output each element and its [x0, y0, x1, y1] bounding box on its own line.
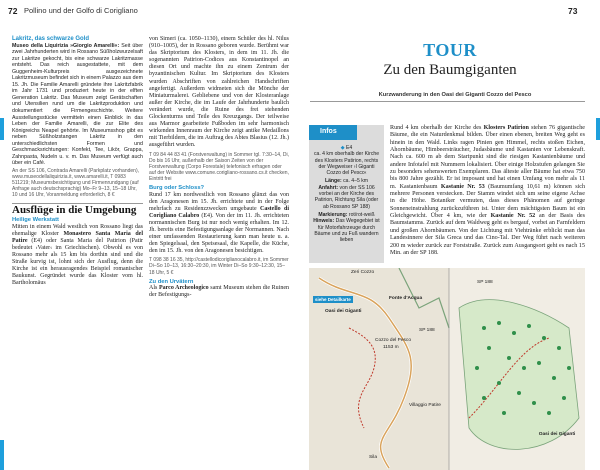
column-1 — [12, 36, 143, 287]
lakritz-heading: Lakritz, das schwarze Gold — [12, 36, 90, 42]
patire-body: von Simeri (ca. 1050–1130), einem Schüler des hl. Nilus (910–1005), der in Rossano geboren wurde. Berühmt war das Skriptorium des Klosters, in dem im 11. Jh. die sogenannten Patirion-Codices aus Konstantinopel an diesen Ort und machte ihn zu einem Zentrum der byzantinischen Kultur. Im Skriptorium des Klosters wurden Abschriften von zahlreichen Handschriften angefertigt. Außerdem widmeten sich die Mönche der Miniaturmalerei. Gebliebene und von der Klosteranlage außer der Kirche, die im Laufe der Jahrhunderte baulich verändert wurde, die Ruine des frei stehenden Glockenturms und Teile des Kreuzgangs. Der teilweise aus Marmor gearbeitete Fußboden im sehr harmonisch wirkenden Innenraum der Kirche zeigt antike Medaillons mit Tierbildern, die im Auftrag des Abtes Blasius (12. Jh.) ausgeführt wurden. — [149, 36, 289, 149]
tour-body: Rund 4 km oberhalb der Kirche des Klosters Patirion stehen 76 gigantische Bäume, die ein Naturdenkmal bilden. Über einen ebenen, breiten Weg geht es hinein in den Wald. Links ragen Pinien gen Himmel, rechts stoßen Eichen, Ahornbäume, Himbeersträucher, Judasbäume und Kastanien vor Lebenskraft. Nach ca. 600 m ab dem Startpunkt sind die riesigen Kastanienbäume und andere Infotafel mit Nummern lokalisiert. Über einige Holzstufen gelangen Sie zu besonders sehenswerten Exemplaren. Das älteste aller Bäume hat etwa 750 bis 800 Jahre gezählt. Er ist imposant und hat einen Umfang von mehr als 11 m. Kastanienbaum Kastanie Nr. 53 (Baumumfang 10,61 m) können sich mehrere Personen verstecken. Der Stamm windet sich um seine eigene Achse in die Höhe. Botaniker vermuten, dass dieses Phänomen auf geringe Sonneneinstrahlung zurückzuführen ist. Unter dem mächtigsten Baum ist ein Gleichgewicht. Über 4 km, wie der Kastanie Nr. 52 an der Basis des Baumstamms. Zurück auf dem Waldweg geht es bergauf, vorbei an Farnfeldern und großen Ahornbäumen. Von der Lichtung mit Viehtränke erblickt man das Landesinnere der Sila Greca und das Cino-Tal. Der Weg führt nach weiteren 200 m wieder zurück zur Forststraße. Zurück zum Ausgangsort geht es nach 15 Min. an der SP 188. — [390, 125, 586, 256]
lakritz-body: Seit über zwei Jahrhunderten wird in Rossano Süßholzwurzelsaft zur Lakritze gekocht, bis eine schwarze Lakritzmasse entsteht. Das reich ausgestattete, mit dem Guggenheim-Kulturpreis ausgezeichnete Lakritzmuseum befindet sich in einem Palazzo aus dem 15. Jh. Die Familie Amarelli gründete ihre Lakritzfabrik im Jahr 1731 und produziert heute in der elften Generation Lakritz. Das Museum zeigt Gerätschaften und Utensilien rund um die Lakritzproduktion und dokumentiert die Firmengeschichte. Weitere Ausstellungsstücke vermitteln einen Einblick in das Leben der Familie Amarelli, die zur Elite des Königreichs Neapel gehörte. Im Museumsshop gibt es neben Süßholzstangen Lakritz in den unterschiedlichsten Formen und Geschmacksrichtungen: Konfekt, Tee, Likör, Grappa, Zahnpasta, Nudeln u. v. m. Das Museum verfügt auch über ein Café. — [12, 42, 143, 167]
left-running-title: Pollino und der Golfo di Corigliano — [24, 6, 138, 15]
tour-subtitle: Kurzwanderung in den Oasi dei Giganti Cozzo del Pesco — [378, 92, 532, 98]
map-label-road2: SP 188 — [477, 280, 493, 285]
info-tab: Infos — [309, 125, 357, 140]
map-label-sila: Sila — [369, 455, 377, 460]
map-label-zeri: Zeri Cozzo — [351, 270, 375, 275]
map-label-patire: Villaggio Patire — [409, 403, 441, 408]
subheading-urvaeter: Zu den Urvätern — [149, 278, 194, 285]
map-label-oasi-detail: Oasi dei Giganti — [538, 432, 576, 437]
column-2 — [149, 36, 289, 299]
section-title: Ausflüge in die Umgebung — [12, 203, 143, 214]
tour-label: TOUR — [423, 40, 477, 60]
museum-name: Museo della Liquirizia »Giorgio Amarelli«: — [12, 42, 120, 49]
tour-divider — [310, 101, 585, 102]
lakritz-box — [12, 36, 143, 198]
info-text: ◆ E4 ca. 4 km oberhalb der Kirche des Klosters Patirion, rechts der Wegweiser ›I Giganti Cozzo del Pesco‹ Länge: ca. 4–5 km Anfahrt: von der SS 106 vorbei an der Kirche des Patirion, Richtung Sila (oder ab Rossano SP 188) Markierung: rot/rot-weiß Hinweis: Das Wegegebiet ist für Motorfahrzeuge durch Bäume und zu Fuß wandern lieben — [313, 145, 380, 244]
right-page-number: 73 — [568, 6, 578, 16]
page-header — [0, 0, 600, 20]
burg-body: Rund 17 km nordwestlich von Rossano glänzt das von den Aragonesen im 15. Jh. errichtete und in der Folge mehrfach zu Residenzzwecken umgebaute Castello di Corigliano Calabro (E4). Von der im 11. Jh. errichteten normannischen Burg ist nur noch wenig erhalten. Im 12. Jh. bereits eine Befestigungsanlage der Normannen. Nach einer umfassenden Restaurierung kann man heute u. a. den Spiegelsaal, den Speisesaal, die Kapelle, die Küche, den im 15. Jh. von den Aragonesen besichtigen. — [149, 191, 289, 255]
patire-info: T 09 84 44 83 41 (Forstverwaltung) in Sommer tgl. 7:30–14, Di, Do bis 16 Uhr, außerhalb der Saison Zeiten von der Forstverwaltung (Corpo Forestale) telefonisch erfragen oder auf der Website www.comune.corigliano-rossano.cs.it checken, Eintritt frei — [149, 151, 289, 182]
tour-heading — [300, 40, 600, 79]
map-label-cozzo: Cozzo del Pesco — [375, 338, 411, 343]
subheading-werkstatt: Heilige Werkstatt — [12, 216, 59, 223]
map-label-oasi: Oasi dei Giganti — [325, 309, 362, 314]
detail-map-marker: siehe Detailkarte — [315, 297, 351, 302]
map-label-elevation: 1153 m — [383, 345, 399, 350]
tour-title: Zu den Baumgiganten — [383, 62, 517, 78]
urvaeter-body: Als Parco Archeologico samt Museum stehen die Ruinen der Befestigungs- — [149, 285, 289, 299]
subheading-burg: Burg oder Schloss? — [149, 184, 205, 191]
left-bottom-tab — [0, 440, 4, 470]
map-pin-icon: ◆ — [340, 145, 345, 151]
map-label-road1: SP 188 — [419, 328, 435, 333]
right-chapter-tab — [596, 118, 600, 140]
lakritz-address: An der SS 106, Contrada Amarelli (Parkplatz vorhanden), www.museodellaliquirizia.it, www.amarelli.it, T 0983 511219; Museumsbesichtigung und Firmenrundgang (auf Anfrage auch deutschsprachig) Mo–Fr 9–13, 15–18 Uhr, 10 und 16 Uhr, Voranmeldung erforderlich, 8 € — [12, 167, 140, 199]
werkstatt-body: Mitten in einem Wald westlich von Rossano liegt das ehemalige Kloster Monastero Santa Maria del Patire (E4) oder Santa Maria del Patirion (Patir bedeutet ›Vater‹ im Griechischen). Obwohl es von Rossano mehr als 15 km bis dorthin sind und die Straße kurvig ist, lohnt sich der Ausflug, denn die Kirche ist ein herausragendes Beispiel romanischer Baukunst. Gegründet wurde das Kloster vom hl. Bartholomäus — [12, 223, 143, 287]
map-label-fonte: Fonte d'Acqua — [389, 296, 423, 301]
left-page-number: 72 — [8, 6, 18, 16]
tour-map — [309, 268, 585, 470]
info-box — [309, 125, 384, 263]
burg-info: T 098 38 16 35, http://castellodicoriglianocalabro.it, im Sommer Di–So 10–13, 16:30–20:30, im Winter Di–So 9:30–12:30, 15–18 Uhr, 5 € — [149, 257, 289, 276]
left-chapter-tab — [0, 118, 4, 140]
